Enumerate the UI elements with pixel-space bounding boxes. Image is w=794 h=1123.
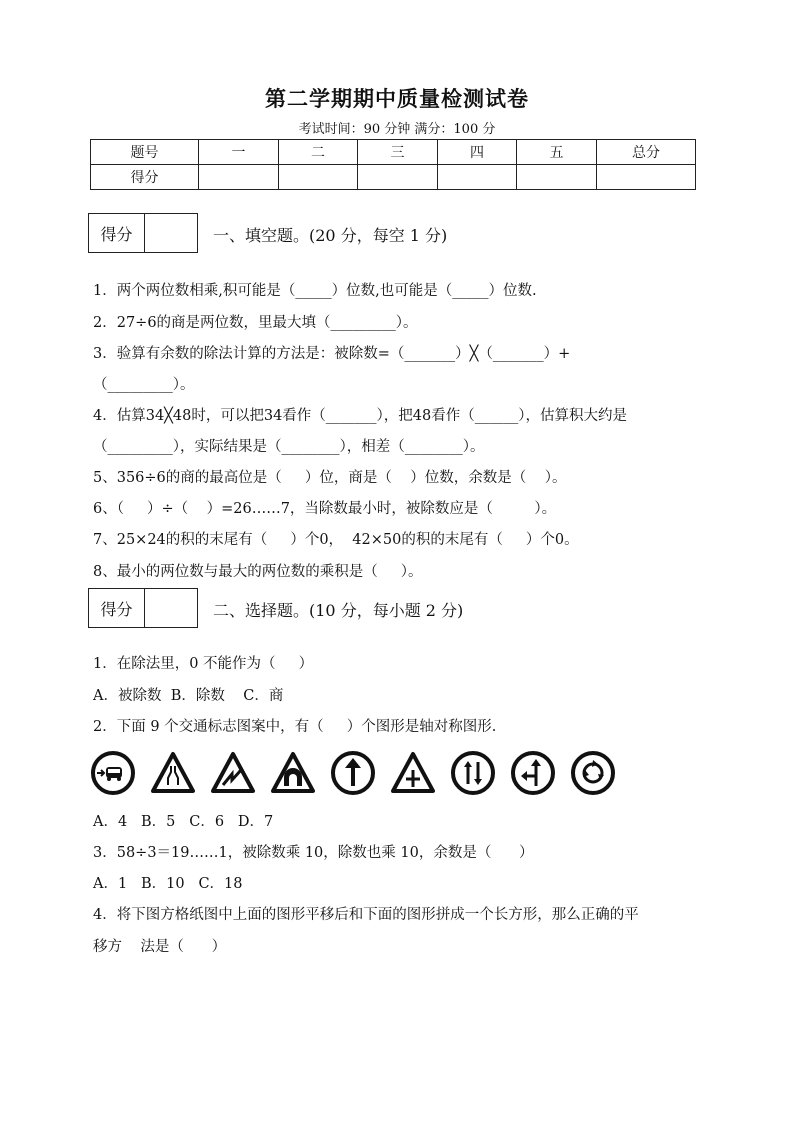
crossroads-triangle-sign-icon	[390, 750, 436, 796]
traffic-signs-row	[90, 750, 630, 796]
tunnel-triangle-sign-icon	[270, 750, 316, 796]
section2-score-box	[88, 588, 198, 628]
score-input-cell[interactable]	[358, 165, 438, 190]
answer-options-line: A．1 B．10 C．18	[93, 876, 243, 892]
falling-rocks-triangle-sign-icon	[210, 750, 256, 796]
question-line: 1．两个两位数相乘,积可能是（_____）位数,也可能是（_____）位数.	[93, 283, 537, 299]
page-title: 第二学期期中质量检测试卷	[265, 86, 529, 111]
section1-score-blank[interactable]	[145, 214, 197, 252]
no-overtaking-circle-sign-icon	[90, 750, 136, 796]
question-line: （_________）。	[93, 377, 195, 393]
score-input-cell[interactable]	[517, 165, 597, 190]
question-line: 6、（ ）÷（ ）=26……7，当除数最小时，被除数应是（ ）。	[93, 501, 557, 517]
question-line: A．被除数 B．除数 C．商	[93, 688, 284, 704]
score-table	[90, 139, 696, 190]
score-table-header-row	[91, 140, 696, 165]
score-table-cell: 一	[199, 140, 279, 165]
question-line: 1．在除法里，0 不能作为（ ）	[93, 656, 314, 672]
straight-or-left-circle-sign-icon	[510, 750, 556, 796]
score-table-cell: 二	[279, 140, 358, 165]
question-line: 4．估算34╳48时，可以把34看作（_______），把48看作（______），估算积大约是	[93, 408, 628, 424]
score-table-cell: 题号	[91, 140, 199, 165]
score-table-score-row	[91, 165, 696, 190]
two-way-traffic-circle-sign-icon	[450, 750, 496, 796]
question-line: 2．下面 9 个交通标志图案中，有（ ）个图形是轴对称图形.	[93, 719, 497, 735]
section1-score-box	[88, 213, 198, 253]
question-line: 7、25×24的积的末尾有（ ）个0， 42×50的积的末尾有（ ）个0。	[93, 532, 579, 548]
section2-title: 二、选择题。(10 分，每小题 2 分)	[213, 601, 464, 620]
score-input-cell[interactable]	[199, 165, 279, 190]
section2-score-blank[interactable]	[145, 589, 197, 627]
section2-score-label: 得分	[89, 589, 145, 627]
answer-options-line: A．4 B．5 C．6 D．7	[93, 814, 274, 830]
score-input-cell[interactable]	[279, 165, 358, 190]
score-table-cell: 四	[438, 140, 517, 165]
question-line: 8、最小的两位数与最大的两位数的乘积是（ ）。	[93, 564, 423, 580]
question-line: 5、356÷6的商的最高位是（ ）位，商是（ ）位数，余数是（ ）。	[93, 470, 567, 486]
question-line: 2．27÷6的商是两位数，里最大填（_________）。	[93, 315, 418, 331]
section1-title: 一、填空题。(20 分，每空 1 分)	[213, 226, 448, 245]
exam-info: 考试时间：90 分钟 满分：100 分	[298, 122, 496, 137]
question-line: （_________），实际结果是（________），相差（________）。	[93, 439, 485, 455]
question-line: 4．将下图方格纸图中上面的图形平移后和下面的图形拼成一个长方形，那么正确的平	[93, 907, 639, 923]
question-line: 3．58÷3＝19……1，被除数乘 10，除数也乘 10，余数是（ ）	[93, 845, 534, 861]
score-input-cell[interactable]	[438, 165, 517, 190]
road-narrows-triangle-sign-icon	[150, 750, 196, 796]
question-line: 3．验算有余数的除法计算的方法是：被除数=（_______）╳（_______）+	[93, 346, 571, 362]
question-line: 移方 法是（ ）	[93, 939, 227, 955]
roundabout-circle-sign-icon	[570, 750, 616, 796]
section1-score-label: 得分	[89, 214, 145, 252]
score-table-cell: 五	[517, 140, 597, 165]
score-input-cell[interactable]	[597, 165, 696, 190]
score-table-cell: 得分	[91, 165, 199, 190]
score-table-cell: 三	[358, 140, 438, 165]
score-table-cell: 总分	[597, 140, 696, 165]
straight-ahead-circle-sign-icon	[330, 750, 376, 796]
